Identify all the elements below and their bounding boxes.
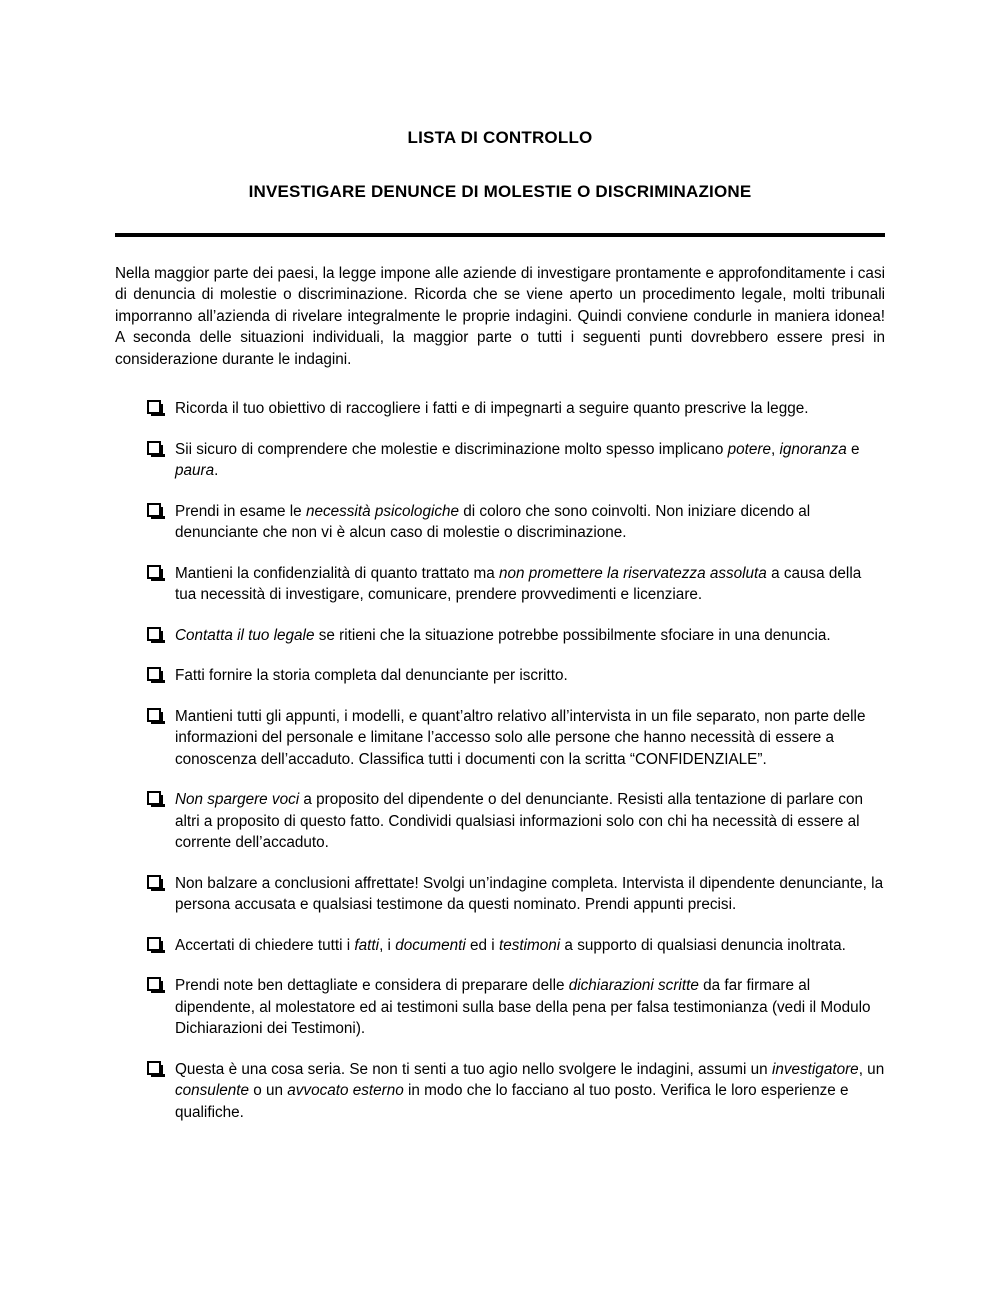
checklist-item[interactable] bbox=[147, 439, 885, 482]
checkbox-icon[interactable] bbox=[147, 937, 161, 951]
checkbox-icon[interactable] bbox=[147, 667, 161, 681]
checklist-item[interactable] bbox=[147, 789, 885, 854]
checklist-item-label: Ricorda il tuo obiettivo di raccogliere i fatti e di impegnarti a seguire quanto prescrive la legge. bbox=[175, 400, 809, 418]
checklist-item[interactable] bbox=[147, 935, 885, 957]
checkbox-icon[interactable] bbox=[147, 627, 161, 641]
checkbox-icon[interactable] bbox=[147, 503, 161, 517]
checklist-item[interactable] bbox=[147, 563, 885, 606]
checklist-item[interactable] bbox=[147, 1059, 885, 1124]
intro-paragraph: Nella maggior parte dei paesi, la legge impone alle aziende di investigare prontamente e approfonditamente i casi di denuncia di molestie o discriminazione. Ricorda che se viene aperto un procedimento legale, molti tribunali imporranno all’azienda di rivelare integralmente le proprie indagini. Quindi conviene condurle in maniera idonea! A seconda delle situazioni individuali, la maggior parte o tutti i seguenti punti dovrebbero essere presi in considerazione durante le indagini. bbox=[115, 264, 885, 368]
checklist-item[interactable] bbox=[147, 501, 885, 544]
header-divider bbox=[115, 233, 885, 237]
checklist-item-label: Non balzare a conclusioni affrettate! Svolgi un’indagine completa. Intervista il dipendente denunciante, la persona accusata e qualsiasi testimone da questi nominato. Prendi appunti precisi. bbox=[175, 874, 884, 914]
checklist-item-label: Contatta il tuo legale se ritieni che la situazione potrebbe possibilmente sfociare in una denuncia. bbox=[175, 626, 831, 644]
document-content bbox=[115, 0, 885, 1123]
checkbox-icon[interactable] bbox=[147, 565, 161, 579]
checklist-item-label: Fatti fornire la storia completa dal denunciante per iscritto. bbox=[175, 667, 568, 685]
checklist-item-label: Sii sicuro di comprendere che molestie e discriminazione molto spesso implicano potere, ignoranza e paura. bbox=[175, 440, 860, 480]
checklist-item-label: Questa è una cosa seria. Se non ti senti a tuo agio nello svolgere le indagini, assumi un investigatore, un consulente o un avvocato esterno in modo che lo facciano al tuo posto. Verifica le loro esperienze e qualifiche. bbox=[175, 1060, 885, 1121]
checklist-item-label: Prendi in esame le necessità psicologiche di coloro che sono coinvolti. Non iniziare dicendo al denunciante che non vi è alcun caso di molestie o discriminazione. bbox=[175, 502, 811, 542]
checklist-item[interactable] bbox=[147, 873, 885, 916]
checklist-item[interactable] bbox=[147, 975, 885, 1040]
page-title: LISTA DI CONTROLLO bbox=[407, 128, 593, 147]
title-block bbox=[115, 0, 885, 203]
page-subtitle: INVESTIGARE DENUNCE DI MOLESTIE O DISCRIMINAZIONE bbox=[248, 182, 752, 202]
checkbox-icon[interactable] bbox=[147, 708, 161, 722]
checklist-item-label: Non spargere voci a proposito del dipendente o del denunciante. Resisti alla tentazione di parlare con altri a proposito di questo fatto. Condividi qualsiasi informazioni solo con chi ha necessità di essere al corrente dell’accaduto. bbox=[175, 791, 863, 852]
checkbox-icon[interactable] bbox=[147, 977, 161, 991]
checklist bbox=[115, 398, 885, 1123]
checklist-item[interactable] bbox=[147, 398, 885, 420]
checkbox-icon[interactable] bbox=[147, 400, 161, 414]
checkbox-icon[interactable] bbox=[147, 441, 161, 455]
checklist-item-label: Mantieni la confidenzialità di quanto trattato ma non promettere la riservatezza assoluta a causa della tua necessità di investigare, comunicare, prendere provvedimenti e licenziare. bbox=[175, 564, 862, 604]
checkbox-icon[interactable] bbox=[147, 791, 161, 805]
checklist-item[interactable] bbox=[147, 625, 885, 647]
checklist-item-label: Accertati di chiedere tutti i fatti, i documenti ed i testimoni a supporto di qualsiasi denuncia inoltrata. bbox=[175, 936, 846, 954]
checklist-item[interactable] bbox=[147, 706, 885, 771]
checkbox-icon[interactable] bbox=[147, 1061, 161, 1075]
checklist-item[interactable] bbox=[147, 665, 885, 687]
checklist-item-label: Prendi note ben dettagliate e considera di preparare delle dichiarazioni scritte da far firmare al dipendente, al molestatore ed ai testimoni sulla base della pena per falsa testimonianza (vedi il Modulo Dichiarazioni dei Testimoni). bbox=[175, 977, 871, 1038]
checklist-item-label: Mantieni tutti gli appunti, i modelli, e quant’altro relativo all’intervista in un file separato, non parte delle informazioni del personale e limitane l’accesso solo alle persone che hanno necessità di essere a conoscenza dell’accaduto. Classifica tutti i documenti con la scritta “CONFIDENZIALE”. bbox=[175, 707, 866, 768]
checkbox-icon[interactable] bbox=[147, 875, 161, 889]
